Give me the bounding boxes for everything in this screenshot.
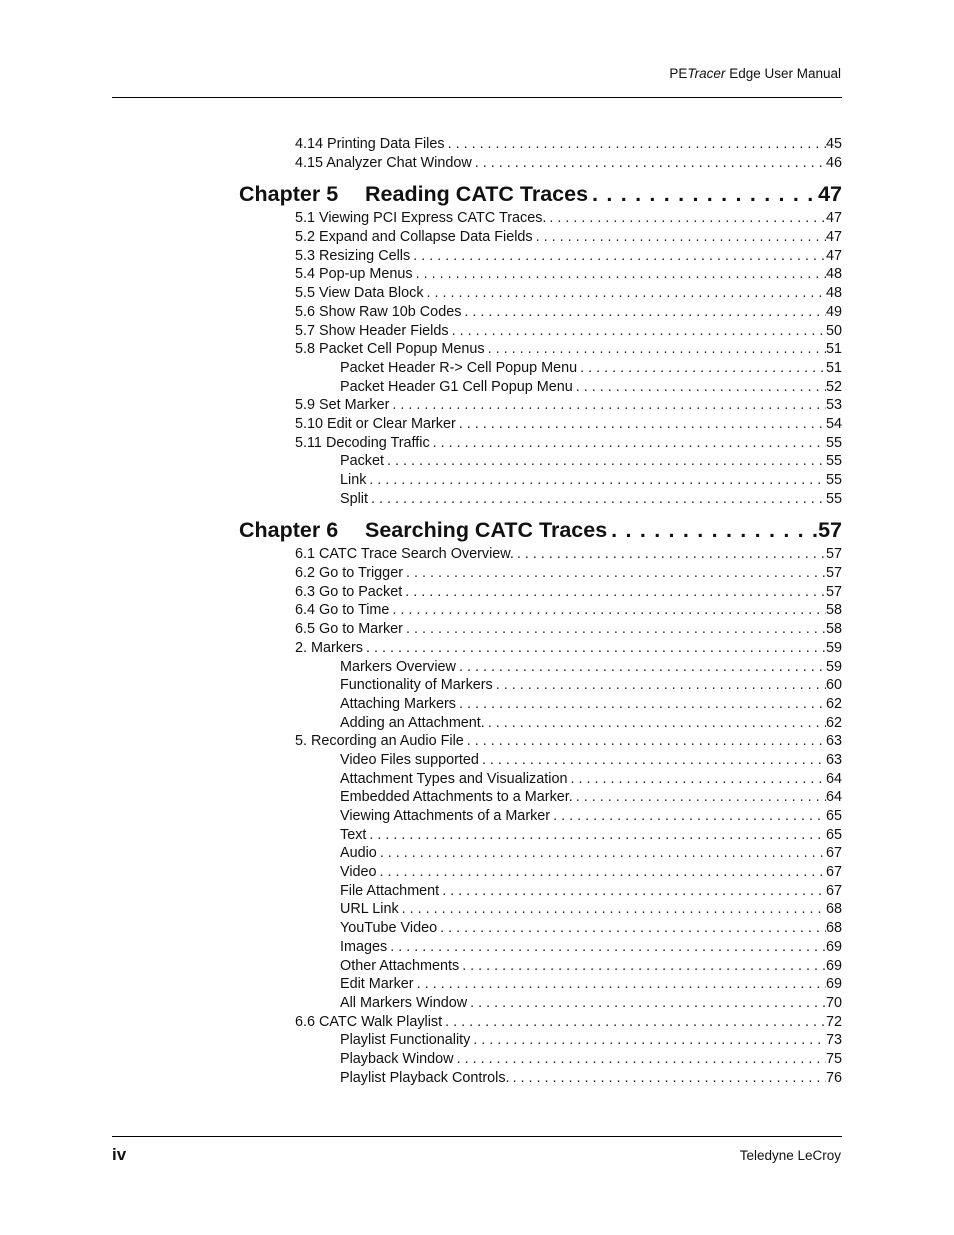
chapter-number: Chapter 6 — [239, 518, 339, 543]
toc-entry[interactable] — [0, 545, 842, 564]
toc-entry-page-number: 63 — [825, 733, 842, 750]
toc-top-entries — [0, 135, 954, 172]
chapter-page-number: 57 — [818, 518, 842, 543]
toc-entry-label: 6.3 Go to Packet — [295, 583, 403, 600]
toc-entry[interactable] — [0, 994, 842, 1013]
chapter-title: Searching CATC Traces — [365, 518, 608, 543]
toc-entry[interactable] — [0, 844, 842, 863]
dot-leader — [485, 714, 826, 733]
toc-entry[interactable] — [0, 826, 842, 845]
toc-entry-page-number: 55 — [825, 472, 842, 488]
toc-entry-page-number: 51 — [825, 359, 842, 376]
toc-entry[interactable] — [0, 135, 842, 154]
dot-leader — [410, 247, 826, 266]
toc-entry-page-number: 47 — [825, 210, 842, 227]
toc-entry[interactable] — [0, 807, 842, 826]
dot-leader — [403, 564, 826, 583]
toc-entry-label: Attaching Markers — [340, 695, 456, 712]
dot-leader — [368, 490, 826, 509]
toc-entry[interactable] — [0, 732, 842, 751]
toc-entry-label: 5.2 Expand and Collapse Data Fields — [295, 229, 533, 246]
toc-entry[interactable] — [0, 1013, 842, 1032]
toc-entry[interactable] — [0, 265, 842, 284]
toc-entry[interactable] — [0, 676, 842, 695]
dot-leader — [456, 658, 826, 677]
dot-leader — [588, 179, 818, 209]
toc-entry-page-number: 48 — [825, 266, 842, 283]
toc-entry-page-number: 57 — [825, 583, 842, 600]
toc-entry-label: All Markers Window — [340, 994, 468, 1011]
toc-entry-label: Playback Window — [340, 1050, 454, 1067]
toc-entry-label: 4.15 Analyzer Chat Window — [295, 154, 472, 171]
toc-entry-label: Functionality of Markers — [340, 677, 493, 694]
toc-entry-label: 5.8 Packet Cell Popup Menus — [295, 341, 485, 358]
chapter-number: Chapter 5 — [239, 182, 339, 207]
dot-leader — [399, 900, 826, 919]
toc-entry-label: 5.9 Set Marker — [295, 397, 390, 414]
toc-entry-page-number: 64 — [825, 789, 842, 806]
dot-leader — [414, 975, 826, 994]
toc-entry-page-number: 59 — [825, 639, 842, 656]
toc-entry-page-number: 65 — [825, 808, 842, 824]
dot-leader — [387, 938, 826, 957]
toc-entry-page-number: 46 — [825, 154, 842, 171]
dot-leader — [573, 378, 826, 397]
toc-entry[interactable] — [0, 434, 842, 453]
toc-entry-page-number: 63 — [825, 751, 842, 768]
toc-entry-page-number: 57 — [825, 546, 842, 563]
dot-leader — [573, 788, 826, 807]
header-product-prefix: PE — [669, 66, 688, 81]
dot-leader — [467, 994, 826, 1013]
dot-leader — [454, 1050, 826, 1069]
toc-entry-page-number: 60 — [825, 677, 842, 694]
dot-leader — [389, 601, 826, 620]
toc-entry-label: 5.4 Pop-up Menus — [295, 266, 413, 283]
toc-entry-label: 5. Recording an Audio File — [295, 733, 464, 750]
dot-leader — [567, 770, 826, 789]
toc-entry[interactable] — [0, 919, 842, 938]
toc-entry-label: 6.2 Go to Trigger — [295, 565, 403, 582]
toc-entry[interactable] — [0, 583, 842, 602]
toc-entry-label: Viewing Attachments of a Marker — [340, 808, 551, 824]
header-product-suffix: Edge User Manual — [725, 66, 841, 81]
toc-entry[interactable] — [0, 975, 842, 994]
dot-leader — [464, 732, 826, 751]
toc-entry-label: Video — [340, 864, 377, 881]
toc-entry-page-number: 75 — [825, 1050, 842, 1067]
toc-entry-page-number: 47 — [825, 229, 842, 246]
toc-entry-page-number: 73 — [825, 1032, 842, 1049]
toc-entry-page-number: 59 — [825, 658, 842, 675]
dot-leader — [424, 284, 826, 303]
footer-page-number: iv — [112, 1145, 127, 1164]
dot-leader — [546, 209, 826, 228]
dot-leader — [384, 452, 826, 471]
dot-leader — [413, 265, 826, 284]
footer-rule — [112, 1136, 842, 1137]
dot-leader — [439, 882, 826, 901]
toc-entry-page-number: 58 — [825, 602, 842, 619]
toc-entry[interactable] — [0, 471, 842, 490]
chapter-title: Reading CATC Traces — [365, 182, 589, 207]
dot-leader — [402, 583, 826, 602]
toc-entry[interactable] — [0, 620, 842, 639]
toc-entry-label: Playlist Functionality — [340, 1032, 471, 1049]
toc-entry[interactable] — [0, 322, 842, 341]
toc-entry-page-number: 64 — [825, 770, 842, 787]
toc-entry[interactable] — [0, 639, 842, 658]
toc-entry[interactable] — [0, 228, 842, 247]
toc-entry[interactable] — [0, 938, 842, 957]
dot-leader — [389, 396, 826, 415]
dot-leader — [577, 359, 826, 378]
toc-entry-page-number: 57 — [825, 565, 842, 582]
toc-entry[interactable] — [0, 882, 842, 901]
toc-entry-page-number: 54 — [825, 415, 842, 432]
table-of-contents — [0, 135, 954, 1087]
chapter-6-heading[interactable] — [239, 515, 842, 545]
toc-entry-page-number: 68 — [825, 901, 842, 918]
toc-entry-page-number: 67 — [825, 864, 842, 881]
toc-entry-label: Adding an Attachment. — [340, 714, 485, 731]
toc-entry[interactable] — [0, 415, 842, 434]
dot-leader — [550, 807, 826, 826]
dot-leader — [437, 919, 826, 938]
chapter-page-number: 47 — [818, 182, 842, 207]
chapter-5-heading[interactable] — [239, 179, 842, 209]
toc-entry-page-number: 58 — [825, 621, 842, 638]
toc-entry-page-number: 65 — [825, 826, 842, 843]
dot-leader — [607, 515, 818, 545]
toc-entry-label: Images — [340, 938, 388, 955]
toc-entry-page-number: 67 — [825, 845, 842, 862]
toc-entry[interactable] — [0, 340, 842, 359]
toc-entry-label: Edit Marker — [340, 976, 414, 993]
toc-entry[interactable] — [0, 396, 842, 415]
toc-entry-page-number: 55 — [825, 434, 842, 451]
toc-entry-page-number: 62 — [825, 695, 842, 712]
dot-leader — [461, 303, 826, 322]
toc-entry-label: Link — [340, 472, 367, 488]
toc-entry[interactable] — [0, 788, 842, 807]
toc-entry-page-number: 72 — [825, 1013, 842, 1030]
toc-entry-label: Audio — [340, 845, 377, 862]
toc-entry-label: Packet Header G1 Cell Popup Menu — [340, 378, 573, 395]
dot-leader — [510, 1069, 826, 1088]
dot-leader — [445, 135, 826, 154]
toc-entry[interactable] — [0, 378, 842, 397]
dot-leader — [456, 415, 826, 434]
toc-entry[interactable] — [0, 601, 842, 620]
toc-entry-page-number: 52 — [825, 378, 842, 395]
toc-entry-page-number: 76 — [825, 1069, 842, 1086]
dot-leader — [442, 1013, 826, 1032]
toc-entry[interactable] — [0, 247, 842, 266]
toc-entry[interactable] — [0, 564, 842, 583]
toc-entry-label: 5.7 Show Header Fields — [295, 322, 449, 339]
header-rule — [112, 97, 842, 98]
dot-leader — [485, 340, 826, 359]
toc-entry-label: YouTube Video — [340, 920, 438, 937]
dot-leader — [514, 545, 826, 564]
dot-leader — [403, 620, 826, 639]
toc-entry-page-number: 69 — [825, 938, 842, 955]
toc-entry-label: Embedded Attachments to a Marker. — [340, 789, 573, 806]
toc-entry[interactable] — [0, 209, 842, 228]
toc-entry[interactable] — [0, 303, 842, 322]
toc-entry[interactable] — [0, 751, 842, 770]
toc-entry[interactable] — [0, 452, 842, 471]
toc-entry-label: URL Link — [340, 901, 399, 918]
footer-company-name: Teledyne LeCroy — [739, 1148, 841, 1163]
dot-leader — [456, 695, 826, 714]
toc-entry-page-number: 50 — [825, 322, 842, 339]
toc-entry-label: 5.3 Resizing Cells — [295, 247, 411, 264]
toc-entry-label: 6.1 CATC Trace Search Overview. — [295, 546, 514, 563]
toc-entry-label: 5.1 Viewing PCI Express CATC Traces. — [295, 210, 547, 227]
toc-entry-label: Split — [340, 490, 368, 507]
toc-entry-page-number: 68 — [825, 920, 842, 937]
toc-entry-page-number: 49 — [825, 303, 842, 320]
toc-entry-label: Text — [340, 826, 367, 843]
toc-entry-label: 6.5 Go to Marker — [295, 621, 403, 638]
toc-entry-page-number: 55 — [825, 490, 842, 507]
toc-entry[interactable] — [0, 714, 842, 733]
toc-entry-label: Playlist Playback Controls. — [340, 1069, 510, 1086]
toc-entry-page-number: 51 — [825, 341, 842, 358]
toc-entry-page-number: 70 — [825, 994, 842, 1011]
dot-leader — [479, 751, 826, 770]
toc-entry-page-number: 55 — [825, 453, 842, 470]
toc-entry-label: 5.10 Edit or Clear Marker — [295, 415, 456, 432]
header-product-italic: Tracer — [687, 66, 726, 81]
toc-entry-label: 6.4 Go to Time — [295, 602, 390, 619]
toc-entry-label: 4.14 Printing Data Files — [295, 136, 445, 152]
toc-entry-page-number: 48 — [825, 285, 842, 302]
toc-entry-label: Packet — [340, 453, 384, 470]
toc-entry-page-number: 67 — [825, 882, 842, 899]
toc-entry[interactable] — [0, 1031, 842, 1050]
chapter-5-entries — [0, 209, 954, 508]
toc-entry-label: Other Attachments — [340, 957, 460, 974]
toc-entry[interactable] — [0, 957, 842, 976]
toc-entry[interactable] — [0, 359, 842, 378]
toc-entry[interactable] — [0, 695, 842, 714]
toc-entry[interactable] — [0, 490, 842, 509]
dot-leader — [377, 844, 826, 863]
toc-entry-page-number: 53 — [825, 397, 842, 414]
dot-leader — [366, 826, 826, 845]
running-header-title — [669, 66, 841, 81]
toc-entry-label: Markers Overview — [340, 658, 456, 675]
dot-leader — [533, 228, 826, 247]
dot-leader — [472, 154, 826, 173]
toc-entry-page-number: 47 — [825, 247, 842, 264]
toc-entry[interactable] — [0, 284, 842, 303]
toc-entry-label: 5.11 Decoding Traffic — [295, 434, 430, 451]
toc-entry-label: 2. Markers — [295, 639, 363, 656]
dot-leader — [470, 1031, 826, 1050]
toc-entry-page-number: 69 — [825, 957, 842, 974]
toc-entry-label: Attachment Types and Visualization — [340, 770, 568, 787]
toc-entry-label: 5.6 Show Raw 10b Codes — [295, 303, 462, 320]
toc-entry-label: 6.6 CATC Walk Playlist — [295, 1013, 443, 1030]
toc-entry-page-number: 62 — [825, 714, 842, 731]
toc-entry[interactable] — [0, 154, 842, 173]
dot-leader — [459, 957, 826, 976]
toc-entry-label: Packet Header R-> Cell Popup Menu — [340, 359, 578, 376]
toc-entry[interactable] — [0, 1069, 842, 1088]
toc-entry[interactable] — [0, 900, 842, 919]
toc-entry-label: 5.5 View Data Block — [295, 285, 424, 302]
toc-entry[interactable] — [0, 863, 842, 882]
dot-leader — [363, 639, 826, 658]
dot-leader — [377, 863, 826, 882]
toc-entry-label: File Attachment — [340, 882, 440, 899]
dot-leader — [449, 322, 826, 341]
toc-entry[interactable] — [0, 770, 842, 789]
dot-leader — [430, 434, 826, 453]
toc-entry[interactable] — [0, 1050, 842, 1069]
toc-entry-page-number: 69 — [825, 976, 842, 993]
toc-entry-page-number: 45 — [825, 136, 842, 152]
chapter-6-entries — [0, 545, 954, 1087]
toc-entry-label: Video Files supported — [340, 751, 479, 768]
dot-leader — [366, 471, 826, 490]
dot-leader — [493, 676, 826, 695]
toc-entry[interactable] — [0, 658, 842, 677]
